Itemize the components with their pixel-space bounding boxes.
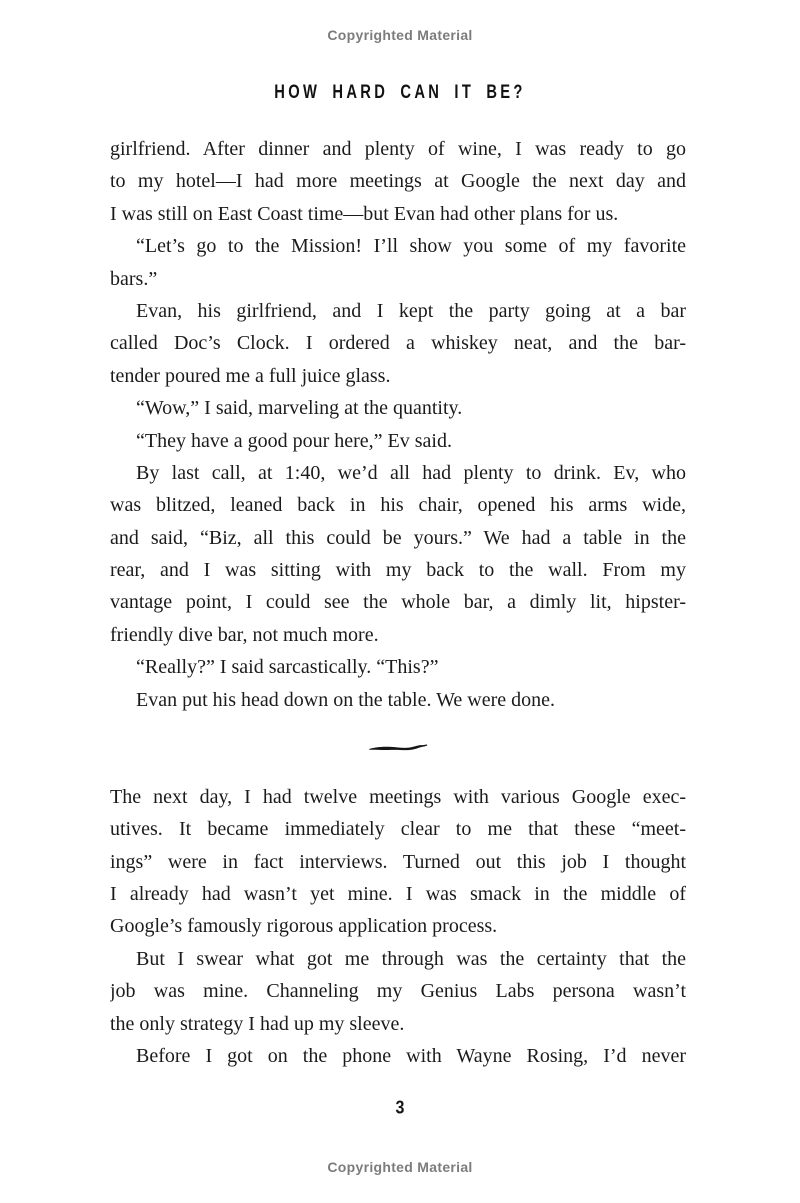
text-line: girlfriend. After dinner and plenty of wine, I was ready to go	[110, 138, 686, 160]
text-line: By last call, at 1:40, we’d all had plenty to drink. Ev, who	[136, 461, 686, 484]
text-line: Before I got on the phone with Wayne Rosing, I’d never	[136, 1044, 686, 1067]
text-line: I was still on East Coast time—but Evan had other plans for us.	[110, 202, 619, 225]
text-line: friendly dive bar, not much more.	[110, 623, 379, 646]
body-text	[110, 133, 686, 1072]
paragraph	[110, 684, 686, 716]
text-line: “Wow,” I said, marveling at the quantity.	[136, 397, 463, 420]
text-line: Evan, his girlfriend, and I kept the party going at a bar	[136, 299, 686, 322]
text-line: Evan put his head down on the table. We were done.	[136, 688, 556, 711]
paragraph	[110, 230, 686, 295]
text-line: was blitzed, leaned back in his chair, opened his arms wide,	[110, 494, 686, 517]
text-line: the only strategy I had up my sleeve.	[110, 1012, 405, 1035]
text-line: to my hotel—I had more meetings at Google the next day and	[110, 170, 686, 193]
text-line: rear, and I was sitting with my back to the wall. From my	[110, 559, 686, 582]
text-line: “Really?” I said sarcastically. “This?”	[136, 656, 439, 679]
paragraph	[110, 651, 686, 683]
text-line: utives. It became immediately clear to me that these “meet-	[110, 818, 686, 841]
text-line: ings” were in fact interviews. Turned out this job I thought	[110, 850, 686, 873]
copyright-notice-top: Copyrighted Material	[327, 27, 473, 43]
page-number: 3	[395, 1098, 405, 1119]
copyright-notice-bottom: Copyrighted Material	[327, 1159, 473, 1175]
paragraph	[110, 392, 686, 424]
paragraph	[110, 781, 686, 943]
text-line: “Let’s go to the Mission! I’ll show you some of my favorite	[136, 235, 686, 258]
text-line: tender poured me a full juice glass.	[110, 364, 391, 387]
text-line: vantage point, I could see the whole bar, a dimly lit, hipster-	[110, 591, 686, 614]
section-break	[110, 716, 686, 781]
paragraph	[110, 133, 686, 230]
text-line: bars.”	[110, 267, 158, 290]
paragraph	[110, 457, 686, 651]
section-break-squiggle-icon	[368, 742, 428, 754]
paragraph	[110, 943, 686, 1040]
paragraph	[110, 295, 686, 392]
text-line: But I swear what got me through was the certainty that the	[136, 947, 686, 970]
text-line: job was mine. Channeling my Genius Labs persona wasn’t	[110, 980, 686, 1003]
running-head: HOW HARD CAN IT BE?	[274, 81, 526, 103]
paragraph	[110, 1040, 686, 1072]
text-line: called Doc’s Clock. I ordered a whiskey neat, and the bar-	[110, 332, 686, 355]
text-line: The next day, I had twelve meetings with various Google exec-	[110, 785, 686, 808]
text-line: Google’s famously rigorous application process.	[110, 915, 498, 938]
text-line: I already had wasn’t yet mine. I was smack in the middle of	[110, 883, 686, 905]
text-line: “They have a good pour here,” Ev said.	[136, 429, 452, 452]
text-line: and said, “Biz, all this could be yours.” We had a table in the	[110, 526, 686, 549]
paragraph	[110, 425, 686, 457]
